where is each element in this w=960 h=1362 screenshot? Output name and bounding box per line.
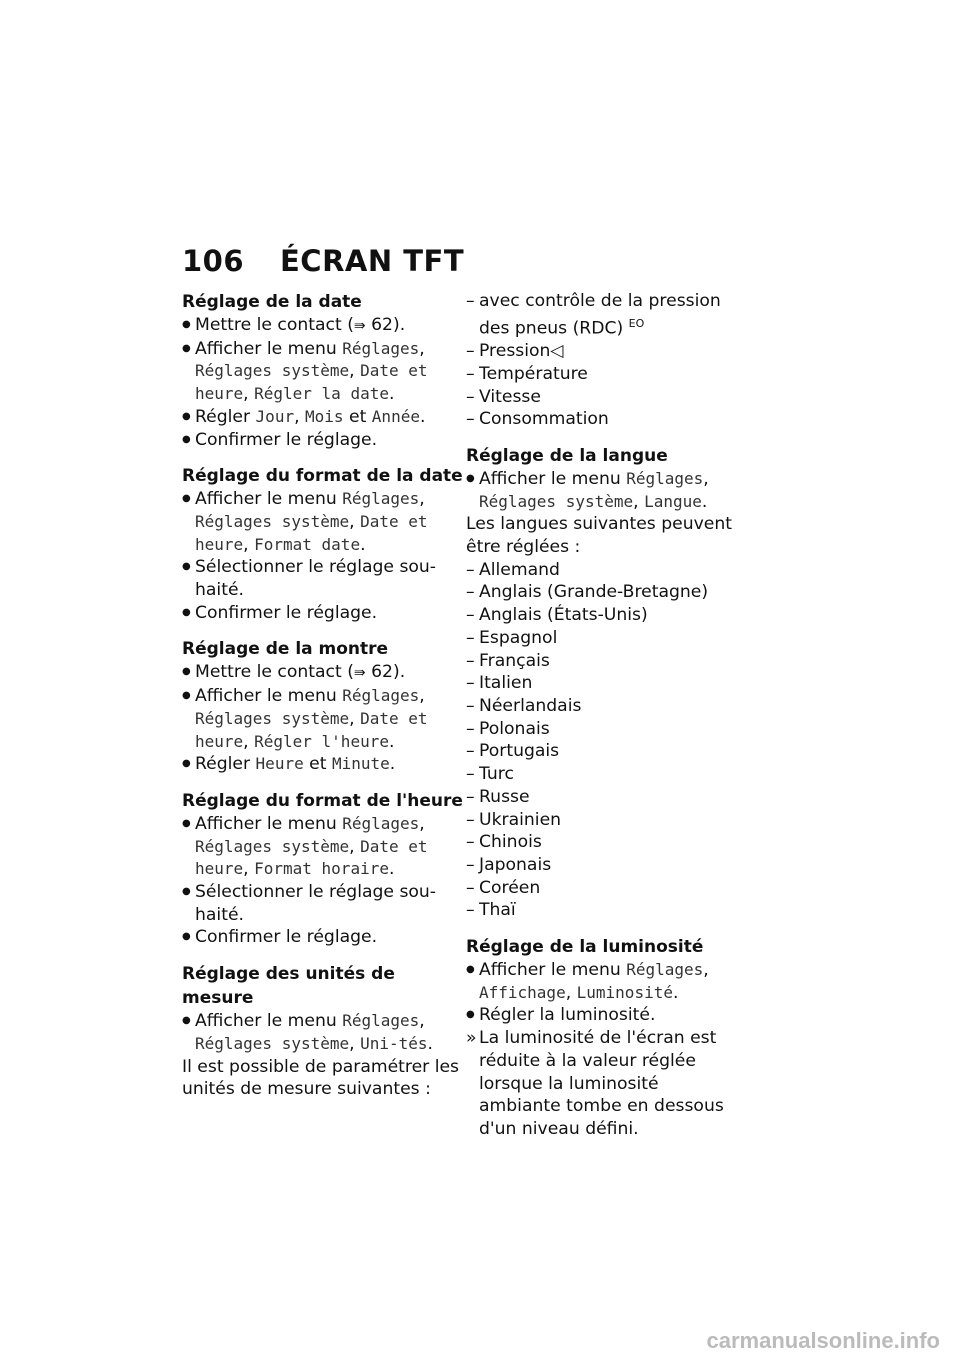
list-item: – avec contrôle de la pression des pneus (RDC) $^{EO}$ <box>466 290 740 340</box>
section-date-format <box>182 464 464 624</box>
list-item: ● Afficher le menu Réglages, Réglages système, Uni-tés. <box>182 1010 464 1055</box>
language-item: – Thaï <box>466 899 740 922</box>
section-title: Réglage de la date <box>182 292 362 312</box>
section-units <box>182 962 464 1101</box>
list-item: – Vitesse <box>466 386 740 409</box>
watermark: carmanualsonline.info <box>706 1328 940 1353</box>
section-title: Réglage du format de l'heure <box>182 790 463 811</box>
list-item: ● Afficher le menu Réglages, Affichage, Luminosité. <box>466 959 740 1004</box>
list-item: – Consommation <box>466 408 740 431</box>
right-column <box>466 290 740 1154</box>
language-item: – Français <box>466 650 740 673</box>
language-item: – Portugais <box>466 740 740 763</box>
language-item: – Turc <box>466 763 740 786</box>
language-item: – Coréen <box>466 877 740 900</box>
list-item: – Pression◁ <box>466 340 740 363</box>
section-language <box>466 444 740 922</box>
language-item: – Allemand <box>466 559 740 582</box>
list-item: ● Afficher le menu Réglages, Réglages système, Date et heure, Format horaire. <box>182 813 464 881</box>
list-item: ● Sélectionner le réglage sou-haité. <box>182 881 464 926</box>
language-item: – Anglais (Grande-Bretagne) <box>466 581 740 604</box>
list-item: ● Sélectionner le réglage sou-haité. <box>182 556 464 601</box>
list-item: ● Afficher le menu Réglages, Réglages système, Langue. <box>466 468 740 513</box>
paragraph: Il est possible de paramétrer les unités de mesure suivantes : <box>182 1056 460 1100</box>
result-item: » La luminosité de l'écran est réduite à la valeur réglée lorsque la luminosité ambiante tombe en dessous d'un niveau défini. <box>466 1027 740 1141</box>
list-item: ● Confirmer le réglage. <box>182 926 464 949</box>
language-item: – Italien <box>466 672 740 695</box>
language-item: – Espagnol <box>466 627 740 650</box>
section-date <box>182 290 464 451</box>
language-item: – Polonais <box>466 718 740 741</box>
list-item: – Température <box>466 363 740 386</box>
triangle-icon: ◁ <box>550 341 564 362</box>
list-item: ● Régler Heure et Minute. <box>182 753 464 776</box>
section-unit-list <box>466 290 740 431</box>
list-item: ● Afficher le menu Réglages, Réglages système, Date et heure, Format date. <box>182 488 464 556</box>
left-column <box>182 290 464 1114</box>
page-ref-arrow-icon: ⇛ <box>353 665 366 682</box>
section-title: Réglage de la langue <box>466 445 668 466</box>
language-item: – Ukrainien <box>466 809 740 832</box>
section-title: Réglage de la montre <box>182 639 389 660</box>
section-clock <box>182 637 464 776</box>
list-item: ● Confirmer le réglage. <box>182 429 464 452</box>
list-item: ● Régler la luminosité. <box>466 1004 740 1027</box>
section-title: Réglage de la luminosité <box>466 937 704 958</box>
page-number: 106 <box>182 244 245 278</box>
language-item: – Russe <box>466 786 740 809</box>
list-item: ● Mettre le contact (⇛ 62). <box>182 314 464 338</box>
list-item: ● Afficher le menu Réglages, Réglages système, Date et heure, Régler la date. <box>182 338 464 406</box>
language-item: – Néerlandais <box>466 695 740 718</box>
language-item: – Chinois <box>466 831 740 854</box>
section-title: Réglage du format de la date <box>182 466 463 487</box>
page-title: ÉCRAN TFT <box>280 244 465 278</box>
paragraph: Les langues suivantes peuvent être réglées : <box>466 514 732 558</box>
page-header <box>182 244 464 278</box>
list-item: ● Mettre le contact (⇛ 62). <box>182 661 464 685</box>
page-ref-arrow-icon: ⇛ <box>353 318 366 334</box>
section-title: Réglage des unités de mesure <box>182 964 395 1009</box>
section-brightness <box>466 935 740 1141</box>
language-item: – Anglais (États-Unis) <box>466 604 740 627</box>
list-item: ● Confirmer le réglage. <box>182 602 464 625</box>
list-item: ● Régler Jour, Mois et Année. <box>182 406 464 429</box>
list-item: ● Afficher le menu Réglages, Réglages système, Date et heure, Régler l'heure. <box>182 685 464 753</box>
language-item: – Japonais <box>466 854 740 877</box>
section-time-format <box>182 789 464 949</box>
